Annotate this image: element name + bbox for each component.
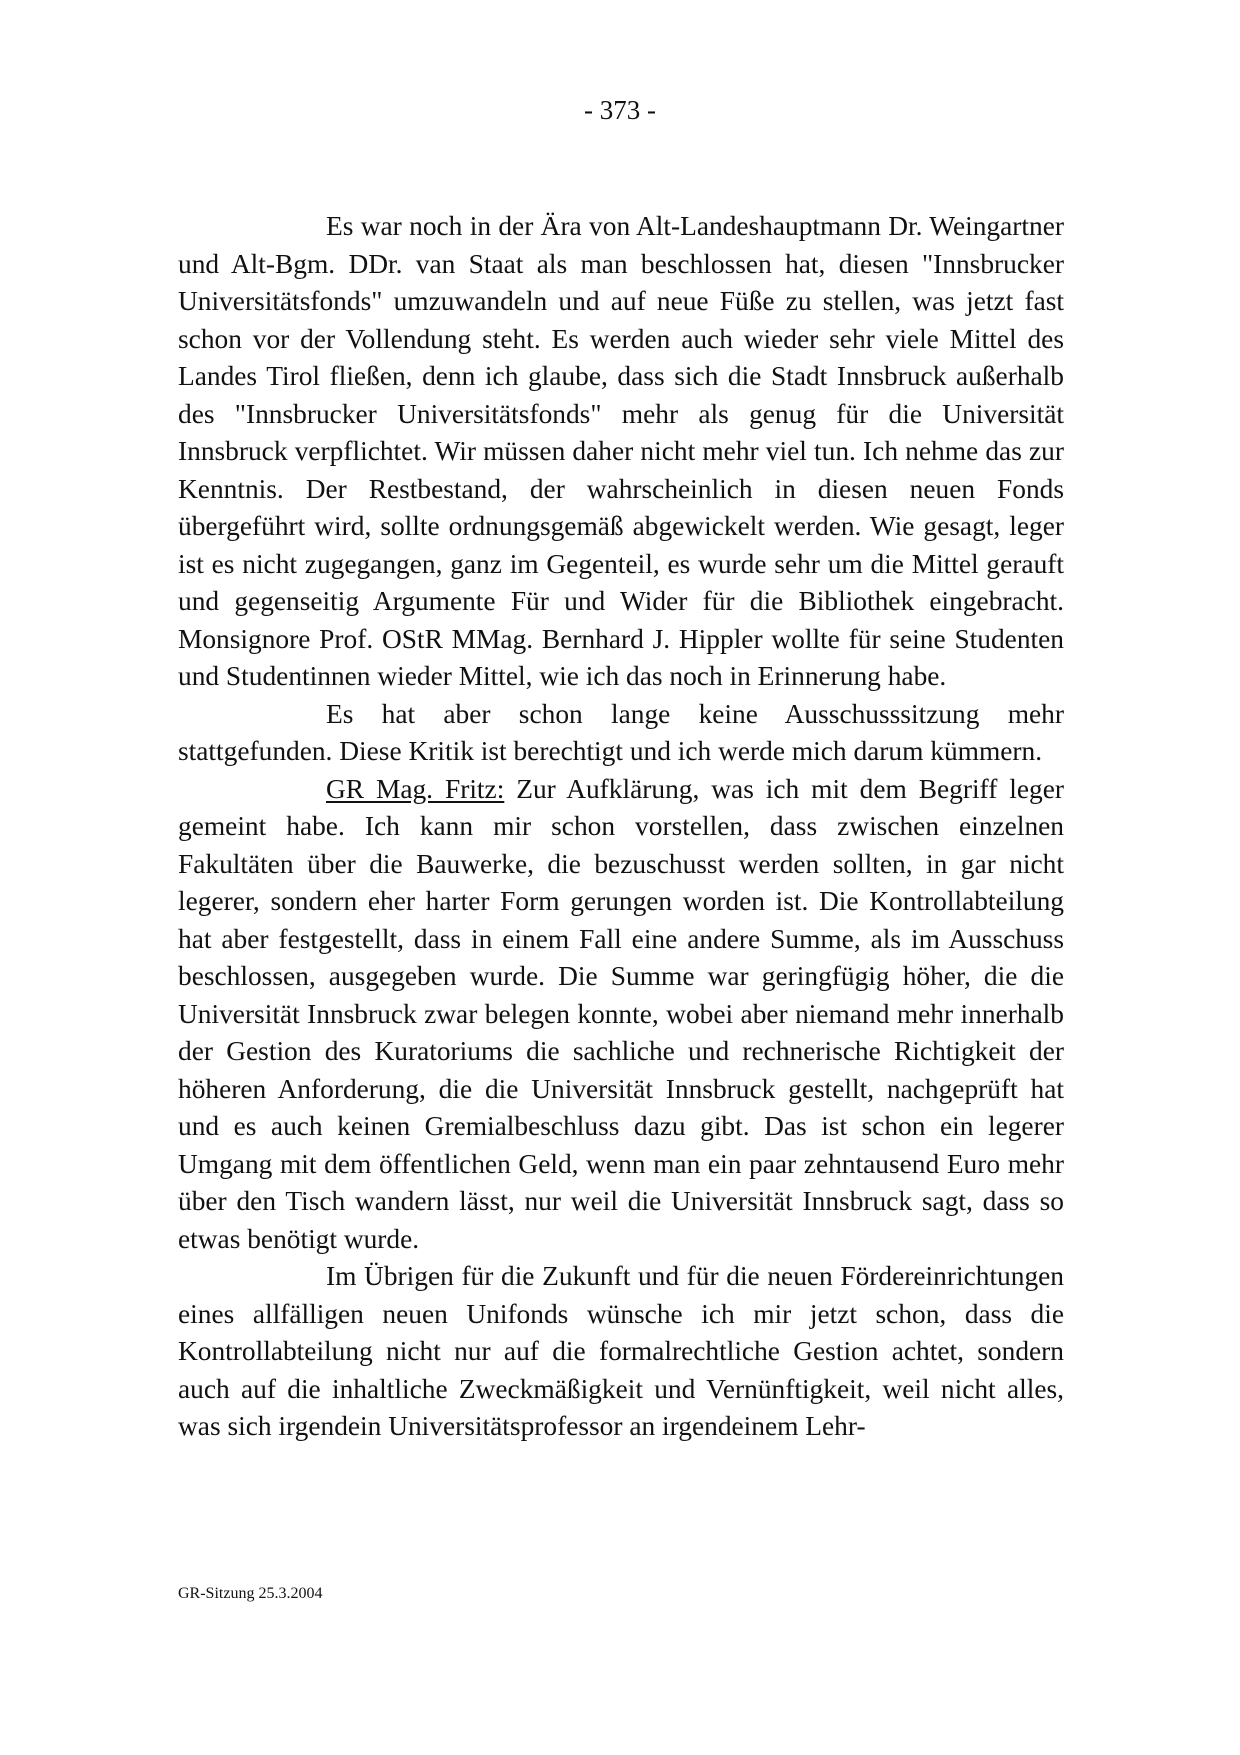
paragraph-text: Es hat aber schon lange keine Ausschusssitzung mehr stattgefunden. Diese Kritik ist berechtigt und ich werde mich darum kümmern. (178, 698, 1064, 766)
speaker-name: GR Mag. Fritz: (326, 773, 505, 804)
footer-session-label: GR-Sitzung 25.3.2004 (178, 1585, 323, 1602)
paragraph (178, 696, 1064, 771)
paragraph-text: Es war noch in der Ära von Alt-Landeshauptmann Dr. Weingartner und Alt-Bgm. DDr. van Staat als man beschlossen hat, diesen "Innsbrucker Universitätsfonds" umzuwandeln und auf neue Füße zu stellen, was jetzt fast schon vor der Vollendung steht. Es werden auch wieder sehr viele Mittel des Landes Tirol fließen, denn ich glaube, dass sich die Stadt Innsbruck außerhalb des "Innsbrucker Universitätsfonds" mehr als genug für die Universität Innsbruck verpflichtet. Wir müssen daher nicht mehr viel tun. Ich nehme das zur Kenntnis. Der Restbestand, der wahrscheinlich in diesen neuen Fonds übergeführt wird, sollte ordnungsgemäß abgewickelt werden. Wie gesagt, leger ist es nicht zugegangen, ganz im Gegenteil, es wurde sehr um die Mittel gerauft und gegenseitig Argumente Für und Wider für die Bibliothek eingebracht. Monsignore Prof. OStR MMag. Bernhard J. Hippler wollte für seine Studenten und Studentinnen wieder Mittel, wie ich das noch in Erinnerung habe. (178, 211, 1064, 691)
paragraph-text: Im Übrigen für die Zukunft und für die neuen Fördereinrichtungen eines allfälligen neuen Unifonds wünsche ich mir jetzt schon, dass die Kontrollabteilung nicht nur auf die formalrechtliche Gestion achtet, sondern auch auf die inhaltliche Zweckmäßigkeit und Vernünftigkeit, weil nicht alles, was sich irgendein Universitätsprofessor an irgendeinem Lehr- (178, 1261, 1064, 1441)
paragraph (178, 208, 1064, 696)
document-body (178, 208, 1064, 1446)
page-number: - 373 - (584, 95, 656, 125)
paragraph-text: Zur Aufklärung, was ich mit dem Begriff leger gemeint habe. Ich kann mir schon vorstellen, dass zwischen einzelnen Fakultäten über die Bauwerke, die bezuschusst werden sollten, in gar nicht legerer, sondern eher harter Form gerungen worden ist. Die Kontrollabteilung hat aber festgestellt, dass in einem Fall eine andere Summe, als im Ausschuss beschlossen, ausgegeben wurde. Die Summe war geringfügig höher, die die Universität Innsbruck zwar belegen konnte, wobei aber niemand mehr innerhalb der Gestion des Kuratoriums die sachliche und rechnerische Richtigkeit der höheren Anforderung, die die Universität Innsbruck gestellt, nachgeprüft hat und es auch keinen Gremialbeschluss dazu gibt. Das ist schon ein legerer Umgang mit dem öffentlichen Geld, wenn man ein paar zehntausend Euro mehr über den Tisch wandern lässt, nur weil die Universität Innsbruck sagt, dass so etwas benötigt wurde. (178, 773, 1064, 1254)
paragraph (178, 771, 1064, 1259)
paragraph (178, 1258, 1064, 1446)
